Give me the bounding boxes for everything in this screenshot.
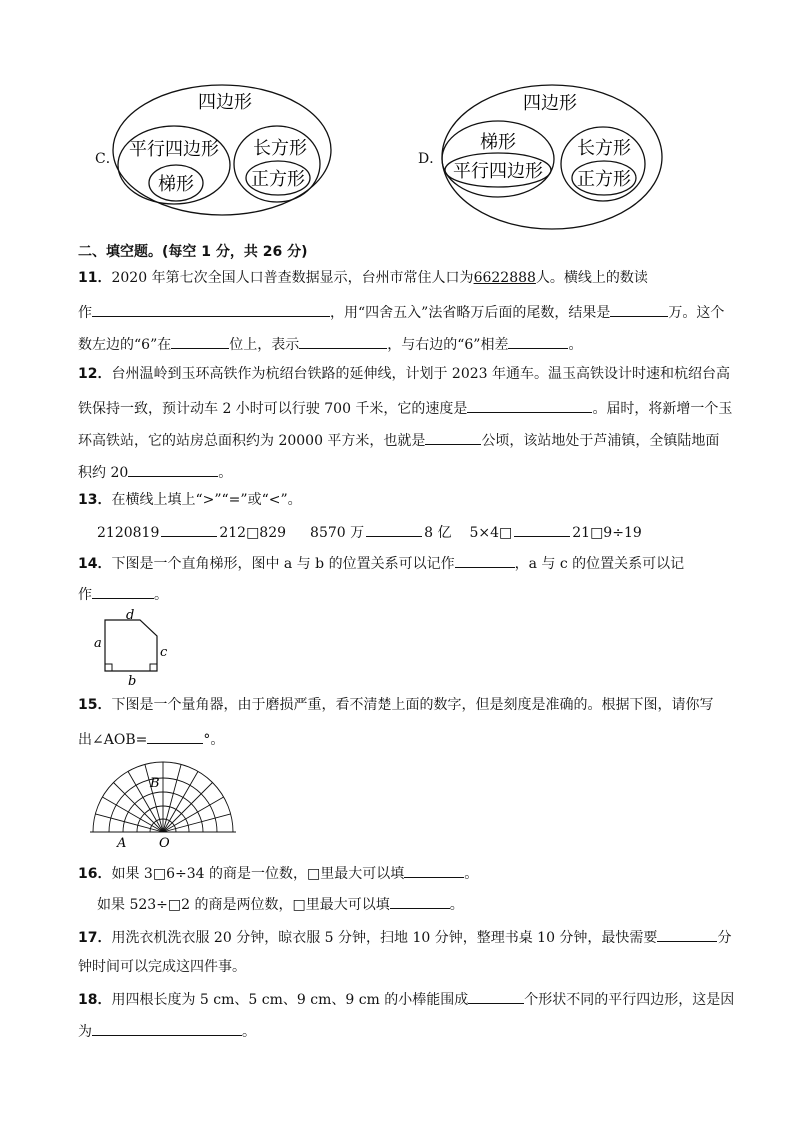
label-d: d: [126, 608, 135, 623]
q12-text: 环高铁站，它的站房总面积约为 20000 平方米，也就是: [78, 433, 426, 449]
q16-line2: [97, 893, 464, 914]
q16-text: 。: [449, 897, 464, 913]
answer-blank[interactable]: [92, 1020, 242, 1036]
q16-text: 如果 523÷□2 的商是两位数，□里最大可以填: [97, 897, 390, 913]
q16-line1: [78, 862, 478, 883]
q16-number: 16．: [78, 866, 112, 882]
q11-line3: [78, 333, 582, 354]
label-b: b: [128, 674, 137, 688]
answer-blank[interactable]: [468, 988, 524, 1004]
q11-text: 人。横线上的数读: [535, 270, 648, 286]
c-square-label: 正方形: [251, 169, 305, 190]
q12-text: 积约 20: [78, 465, 129, 481]
q18-line1: [78, 988, 734, 1009]
q12-number: 12．: [78, 366, 112, 382]
c-rect-label: 长方形: [253, 138, 307, 159]
q18-text: 个形状不同的平行四边形，这是因: [524, 992, 735, 1008]
q13-text: 在横线上填上“>”“=”或“<”。: [111, 492, 302, 508]
q15-text: °。: [203, 732, 225, 748]
q16-text: 。: [464, 866, 479, 882]
label-B: B: [150, 776, 160, 791]
q14-line2: [78, 583, 168, 604]
label-a: a: [94, 636, 102, 651]
q18-text: 。: [242, 1024, 256, 1040]
q11-number: 11．: [78, 270, 112, 286]
answer-blank[interactable]: [508, 333, 568, 349]
c-outer-label: 四边形: [198, 92, 252, 113]
q17-line1: [78, 926, 731, 947]
q15-text: 出∠AOB=: [78, 732, 148, 748]
q11-text: ，与右边的“6”相差: [387, 337, 509, 353]
compare-value: 212□829: [219, 525, 287, 541]
answer-blank[interactable]: [161, 521, 217, 537]
q12-line4: [78, 461, 232, 482]
q17-text: 分: [717, 930, 732, 946]
protractor-ray: [163, 764, 181, 832]
q12-text: 台州温岭到玉环高铁作为杭绍台铁路的延伸线，计划于 2023 年通车。温玉高铁设计时速和杭绍台高: [111, 366, 731, 382]
compare-value: 5×4□: [469, 525, 513, 541]
answer-blank[interactable]: [610, 301, 668, 317]
q11-text: ，用“四舍五入”法省略万后面的尾数，结果是: [330, 305, 611, 321]
population-number: 6622888: [473, 270, 536, 286]
protractor-ray: [95, 814, 163, 832]
option-c-label[interactable]: C．: [95, 151, 120, 167]
q14-text: 作: [78, 587, 92, 603]
d-rect-label: 长方形: [577, 138, 631, 159]
q13-comparisons: [97, 521, 642, 542]
d-outer-label: 四边形: [523, 93, 577, 114]
answer-blank[interactable]: [92, 301, 330, 317]
protractor-figure: [90, 756, 240, 850]
q12-text: 铁保持一致，预计动车 2 小时可以行驶 700 千米，它的速度是: [78, 401, 468, 417]
q18-line2: [78, 1020, 256, 1041]
answer-blank[interactable]: [92, 583, 154, 599]
protractor-ray: [145, 764, 163, 832]
q11-text: 位上，表示: [229, 337, 300, 353]
q12-line2: [78, 397, 732, 418]
answer-blank[interactable]: [390, 893, 450, 909]
q12-line3: [78, 429, 719, 450]
q17-number: 17．: [78, 930, 112, 946]
q13-number: 13．: [78, 492, 112, 508]
q17-text: 用洗衣机洗衣服 20 分钟，晾衣服 5 分钟，扫地 10 分钟，整理书桌 10 分钟，最快需要: [111, 930, 658, 946]
section-heading: 二、填空题。(每空 1 分，共 26 分): [78, 244, 308, 260]
q15-line1: [78, 696, 713, 714]
q11-line2: [78, 301, 724, 322]
answer-blank[interactable]: [366, 521, 422, 537]
answer-blank[interactable]: [404, 862, 464, 878]
q14-number: 14．: [78, 556, 112, 572]
q13-title-line: [78, 491, 302, 509]
q11-text: 。: [568, 337, 583, 353]
label-c: c: [160, 645, 168, 660]
answer-blank[interactable]: [514, 521, 570, 537]
answer-blank[interactable]: [147, 728, 203, 744]
q12-text: 。: [218, 465, 233, 481]
q12-line1: [78, 365, 730, 383]
d-parallel-label: 平行四边形: [453, 161, 543, 182]
q18-text: 为: [78, 1024, 92, 1040]
d-trapezoid-label: 梯形: [480, 132, 516, 153]
answer-blank[interactable]: [171, 333, 229, 349]
q15-text: 下图是一个量角器，由于磨损严重，看不清楚上面的数字，但是刻度是准确的。根据下图，请你写: [111, 697, 714, 713]
q18-text: 用四根长度为 5 cm、5 cm、9 cm、9 cm 的小棒能围成: [111, 992, 469, 1008]
q14-text: 下图是一个直角梯形，图中 a 与 b 的位置关系可以记作: [111, 556, 455, 572]
option-d-label[interactable]: D．: [418, 151, 444, 167]
q15-line2: [78, 728, 224, 749]
compare-value: 2120819: [97, 525, 160, 541]
compare-value: 21□9÷19: [572, 525, 642, 541]
answer-blank[interactable]: [128, 461, 218, 477]
c-trapezoid-label: 梯形: [158, 174, 194, 195]
q15-number: 15．: [78, 697, 112, 713]
q11-text: 数左边的“6”在: [78, 337, 172, 353]
q11-text: 万。这个: [668, 305, 725, 321]
q14-text: 。: [154, 587, 168, 603]
right-trapezoid-figure: [88, 606, 178, 688]
q11-text: 作: [78, 305, 92, 321]
compare-value: 8 亿: [424, 525, 452, 541]
label-O: O: [159, 836, 170, 850]
label-A: A: [117, 836, 127, 850]
compare-value: 8570 万: [310, 525, 365, 541]
answer-blank[interactable]: [455, 552, 515, 568]
answer-blank[interactable]: [467, 397, 592, 413]
d-square-label: 正方形: [577, 169, 631, 190]
q17-line2: 钟时间可以完成这四件事。: [78, 959, 246, 975]
q14-line1: [78, 552, 684, 573]
q18-number: 18．: [78, 992, 112, 1008]
answer-blank[interactable]: [425, 429, 481, 445]
c-parallel-label: 平行四边形: [129, 139, 219, 160]
answer-blank[interactable]: [299, 333, 387, 349]
venn-diagram-d: [438, 82, 666, 234]
q14-text: ，a 与 c 的位置关系可以记: [514, 556, 685, 572]
q11-line1: [78, 269, 648, 287]
q16-text: 如果 3□6÷34 的商是一位数，□里最大可以填: [111, 866, 405, 882]
q12-text: 公顷，该站地处于芦浦镇，全镇陆地面: [481, 433, 720, 449]
q11-text: 2020 年第七次全国人口普查数据显示，台州市常住人口为: [111, 270, 474, 286]
q12-text: 。届时，将新增一个玉: [592, 401, 733, 417]
answer-blank[interactable]: [657, 926, 717, 942]
venn-diagram-c: [110, 82, 335, 218]
protractor-ray: [163, 814, 231, 832]
